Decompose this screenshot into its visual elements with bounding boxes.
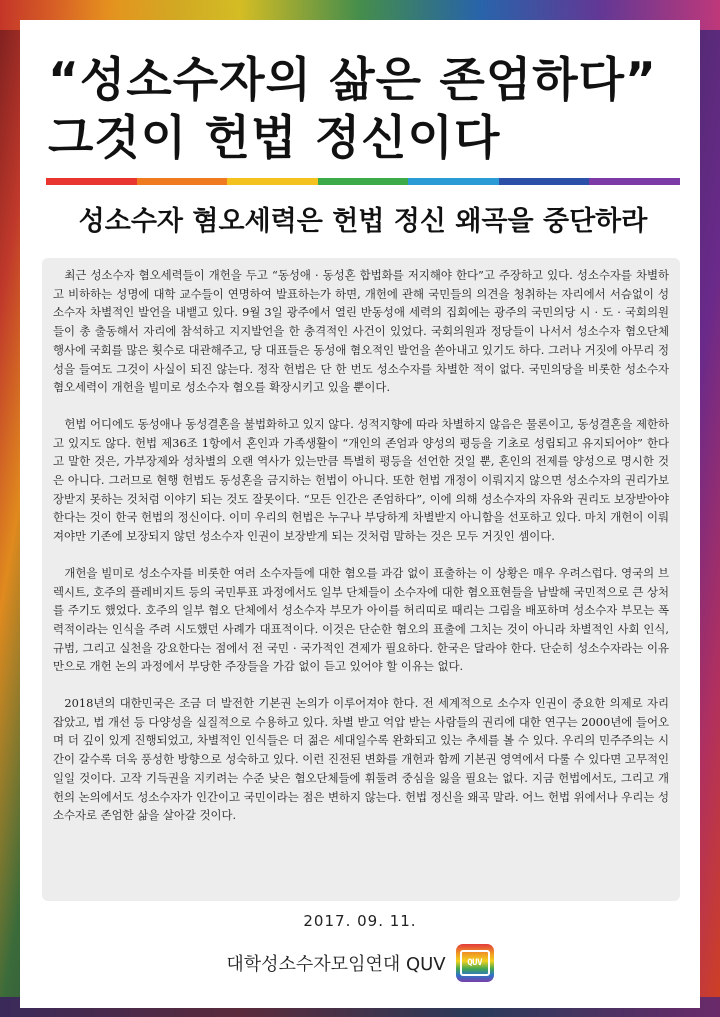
signature xyxy=(170,942,550,984)
organization-name: 대학성소수자모임연대 QUV xyxy=(226,954,446,975)
subtitle: 성소수자 혐오세력은 헌법 정신 왜곡을 중단하라 xyxy=(78,206,648,237)
rainbow-segment-4 xyxy=(318,178,409,185)
statement-body xyxy=(42,258,680,901)
headline-line-2: 그것이 헌법 정신이다 xyxy=(48,111,501,166)
paragraph-3: 개헌을 빌미로 성소수자를 비롯한 여러 소수자들에 대한 혐오를 과감 없이 표출하는 이 상황은 매우 우려스럽다. 영국의 브렉시트, 호주의 플레비지트 등의 국민투표 과정에서도 일부 단체들이 소수자에 대한 혐오표현들을 남발해 국민적으로 큰 상처를 주기도 했었다. 호주의 일부 혐오 단체에서 성소수자 부모가 아이를 허리띠로 때리는 그림을 배포하며 성소수자 부모는 폭력적이라는 인식을 주려 시도했던 사례가 대표적이다. 이것은 단순한 혐오의 표출에 그치는 것이 아니라 차별적인 사회 인식, 규범, 그리고 실천을 강요한다는 점에서 전 국민 · 국가적인 견제가 필요하다. 한국은 달라야 한다. 단순히 성소수자라는 이유만으로 개헌 논의 과정에서 부당한 주장들을 가감 없이 듣고 있어야 할 이유는 없다. xyxy=(53,565,669,674)
rainbow-segment-5 xyxy=(408,178,499,185)
rainbow-segment-2 xyxy=(137,178,228,185)
headline-line-1: “성소수자의 삶은 존엄하다” xyxy=(48,53,657,108)
rainbow-segment-3 xyxy=(227,178,318,185)
statement-sheet xyxy=(20,20,700,1008)
quv-rainbow-logo-icon xyxy=(456,944,494,982)
logo-mark: QUV xyxy=(460,950,490,976)
headline xyxy=(48,52,678,168)
rainbow-divider xyxy=(46,178,680,185)
paragraph-1: 최근 성소수자 혐오세력들이 개헌을 두고 “동성애 · 동성혼 합법화를 저지해야 한다”고 주장하고 있다. 성소수자를 차별하고 비하하는 성명에 대학 교수들이 연명하여 발표하는가 하면, 개헌에 관해 국민들의 의견을 청취하는 자리에서 서슴없이 성소수자 차별적인 발언을 내뱉고 있다. 9월 3일 광주에서 열린 반동성애 세력의 집회에는 광주의 국민의당 시 · 도 · 국회의원들이 총 출동해서 자리에 참석하고 지지발언을 한 충격적인 사건이 있었다. 국회의원과 정당들이 나서서 성소수자 혐오단체 행사에 국회를 많은 횟수로 대관해주고, 당 대표들은 동성애 혐오적인 발언을 쏟아내고 있기도 하다. 그러나 거짓에 아무리 정성을 들여도 그것이 사실이 되진 않는다. 정작 헌법은 단 한 번도 성소수자를 차별한 적이 없다. 국민의당을 비롯한 성소수자 혐오세력이 개헌을 빌미로 성소수자 혐오를 확장시키고 있을 뿐이다. xyxy=(53,268,669,395)
paragraph-4: 2018년의 대한민국은 조금 더 발전한 기본권 논의가 이루어져야 한다. 전 세계적으로 소수자 인권이 중요한 의제로 자리 잡았고, 법 개선 등 다양성을 실질적으로 수용하고 있다. 차별 받고 억압 받는 사람들의 권리에 대한 연구는 2000년에 들어오며 더 깊이 있게 진행되었고, 차별적인 인식들은 더 젊은 세대일수록 완화되고 있는 추세를 볼 수 있다. 우리의 민주주의는 시간이 갈수록 더욱 풍성한 방향으로 성숙하고 있다. 이런 진전된 변화를 개헌과 함께 기본권 영역에서 다룰 수 있다면 고무적인 일일 것이다. 고작 기득권을 지키려는 수준 낮은 혐오단체들에 휘둘려 중심을 잃을 필요는 없다. 지금 헌법에서도, 그리고 개헌의 논의에서도 성소수자가 인간이고 국민이라는 점은 변하지 않는다. 헌법 정신을 왜곡 말라. 어느 헌법 위에서나 우리는 성소수자로 존엄한 삶을 살아갈 것이다. xyxy=(53,696,669,823)
rainbow-segment-6 xyxy=(499,178,590,185)
rainbow-segment-7 xyxy=(589,178,680,185)
paragraph-2: 헌법 어디에도 동성애나 동성결혼을 불법화하고 있지 않다. 성적지향에 따라 차별하지 않음은 물론이고, 동성결혼을 제한하고 있지도 않다. 헌법 제36조 1항에서 혼인과 가족생활이 “개인의 존엄과 양성의 평등을 기초로 성립되고 유지되어야” 한다고 말한 것은, 가부장제와 성차별의 오랜 역사가 있는만큼 특별히 평등을 선언한 것일 뿐, 혼인의 전제를 양성으로 명시한 것은 아니다. 그러므로 현행 헌법도 동성혼을 금지하는 헌법이 아니다. 또한 헌법 개정이 이뤄지지 않으면 성소수자의 권리가보장받지 못하는 것처럼 이야기 되는 것도 잘못이다. “모든 인간은 존엄하다”, 이에 의해 성소수자의 자유와 권리도 보장받아야 한다는 것이 한국 헌법의 정신이다. 이미 우리의 헌법은 누구나 부당하게 차별받지 아니함을 선포하고 있다. 마치 개헌이 이뤄져야만 기존에 보장되지 않던 성소수자 인권이 보장받게 되는 것처럼 말하는 것은 모두 거짓인 셈이다. xyxy=(53,416,669,544)
rainbow-segment-1 xyxy=(46,178,137,185)
statement-date: 2017. 09. 11. xyxy=(303,912,417,930)
